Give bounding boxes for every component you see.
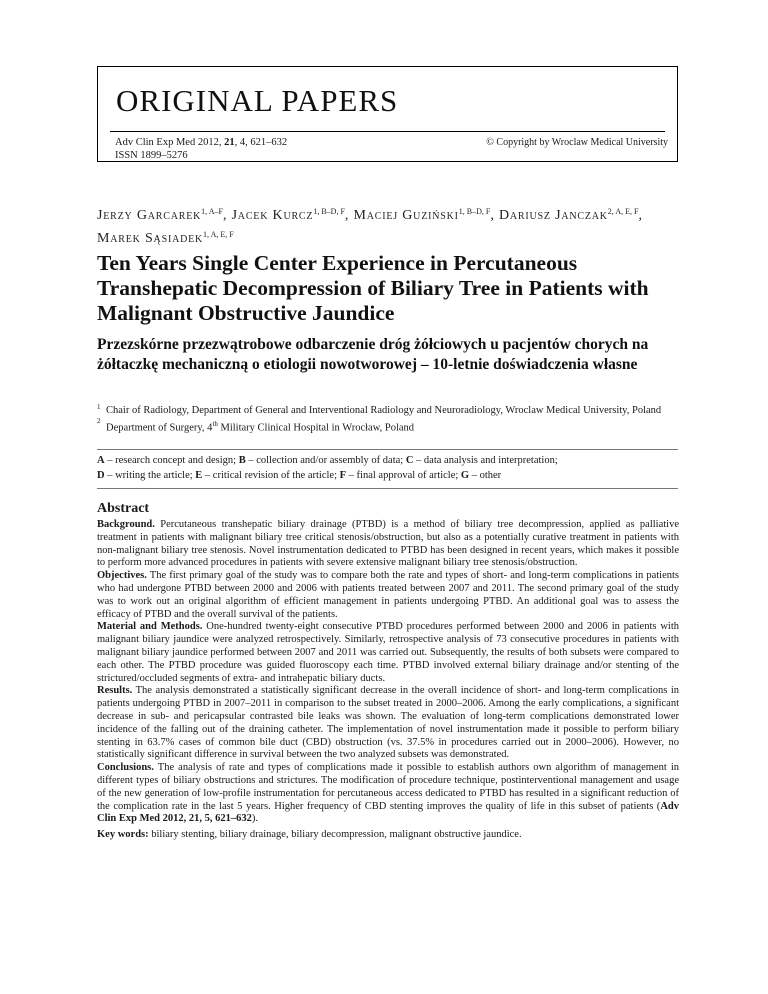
affiliation-item: 1 Chair of Radiology, Department of General and Interventional Radiology and Neuroradiology, Wroclaw Medical University, Poland xyxy=(97,403,662,416)
contribution-codes: A – research concept and design; B – collection and/or assembly of data; C – data analysis and interpretation; D – writing the article; E – critical revision of the article; F – final approval of article; G – other xyxy=(97,455,558,481)
author-affiliation-codes: 1, A, E, F xyxy=(203,230,234,239)
affiliation-number: 2 xyxy=(97,416,101,425)
author-name: Jerzy Garcarek xyxy=(97,208,202,223)
header-divider xyxy=(110,131,665,132)
abstract-section-methods: Material and Methods. One-hundred twenty-eight consecutive PTBD procedures performed between 2000 and 2006 in patients with malignant biliary jaundice were analyzed retrospectively. Similarly, retrospective analysis of 73 consecutive procedures in patients with malignant biliary jaundice performed between 2007 and 2011 was carried out. Subsequently, the results of both subsets were compared to each other. The PTBD procedure was guided fluoroscopy each time. PTBD involved external biliary drainage and/or stenting of the strictured/occluded segments of extra- and intrahepatic biliary ducts. xyxy=(97,621,679,684)
article-title: Ten Years Single Center Experience in Percutaneous Transhepatic Decompression of Biliary Tree in Patients with Malignant Obstructive Jaundice xyxy=(97,251,649,325)
abstract-section-conclusions: Conclusions. The analysis of rate and types of complications made it possible to establish authors own algorithm of management in different types of biliary obstructions and strictures. The modification of procedure technique, postinterventional management and usage of the new generation of low-profile instrumentation for percutaneous access dedicated to PTBD has resulted in a significant reduction of the complication rate in the last 5 years. Higher frequency of CBD stenting improves the quality of life in this subset of patients (Adv Clin Exp Med 2012, 21, 5, 621–632). xyxy=(97,762,679,825)
journal-citation: Adv Clin Exp Med 2012, 21, 4, 621–632 xyxy=(115,137,288,148)
affiliation-number: 1 xyxy=(97,403,101,411)
affiliation-item: 2 Department of Surgery, 4th Military Clinical Hospital in Wrocław, Poland xyxy=(97,416,415,433)
author-list: Jerzy Garcarek$^{1, A-F}$, Jacek Kurcz$^{1, B-D, F}$, Maciej Guziński$^{1, B-D, F}$, Dariusz Janczak$^{2, A, E, F}$, Marek Sąsiadek$^{1, A, E, F}$ xyxy=(97,207,643,246)
author-name: Dariusz Janczak xyxy=(498,208,608,223)
abstract-body xyxy=(97,519,679,826)
author-name: Maciej Guziński xyxy=(353,208,459,223)
author-name: Jacek Kurcz xyxy=(231,208,314,223)
article-title-polish: Przezskórne przezwątrobowe odbarczenie dróg żółciowych u pacjentów chorych na żółtaczkę mechaniczną o etiologii nowotworowej – 10-letnie doświadczenia własne xyxy=(97,336,649,373)
abstract-section-background: Background. Percutaneous transhepatic biliary drainage (PTBD) is a method of biliary tree decompression, applied as palliative treatment in patients with malignant biliary tree critical stenosis/obstruction, but also as a potentially curative treatment in patients with non-malignant biliary tree stenosis. Novel instrumentation dedicated to PTBD has been designed in recent years, which makes it possible to perform more advanced procedures in patients with severe extensive malignant biliary tree stenosis/obstruction. xyxy=(97,519,679,569)
divider xyxy=(97,488,678,489)
author-affiliation-codes: 2, A, E, F xyxy=(607,207,639,216)
journal-issn: ISSN 1899–5276 xyxy=(115,150,188,161)
divider xyxy=(97,449,678,450)
keywords xyxy=(97,828,679,841)
copyright-notice: © Copyright by Wroclaw Medical University xyxy=(486,137,668,148)
abstract-section-objectives: Objectives. The first primary goal of the study was to compare both the rate and types of short- and long-term complications in patients who had undergone PTBD between 2000 and 2006 with patients treated between 2007 and 2011. The second primary goal of the study was to work out an original algorithm of efficient management in patients undergoing PTBD. An additional goal was to assess the efficacy of PTBD and the overall survival of the patients. xyxy=(97,570,679,620)
author-affiliation-codes: 1, B–D, F xyxy=(458,207,491,216)
abstract-section-results: Results. The analysis demonstrated a statistically significant decrease in the overall incidence of short- and long-term complications in patients undergoing PTBD in 2007–2011 in comparison to the subset treated in 2000–2006. Among the early complications, a significant decrease in sub- and pericapsular contrasted bile leaks was shown. The evaluation of long-term complications demonstrated lower incidence of the falling out of the draining catheter. The implementation of novel instrumentation made it possible to perform biliary stenting in 63.7% cases of common bile duct (CBD) obstruction (vs. 37.5% in procedures carried out in 2000–2006). However, no statistically significant difference in survival between the two analyzed subsets was demonstrated. xyxy=(97,685,679,761)
author-affiliation-codes: 1, A–F xyxy=(201,207,223,216)
author-affiliation-codes: 1, B–D, F xyxy=(313,207,345,216)
section-title: ORIGINAL PAPERS xyxy=(116,83,399,118)
keywords-label: Key words: xyxy=(97,829,149,840)
journal-header-box xyxy=(97,66,678,162)
author-name: Marek Sąsiadek xyxy=(97,231,204,246)
affiliations xyxy=(97,404,687,435)
abstract-heading: Abstract xyxy=(97,501,150,516)
keywords-text: biliary stenting, biliary drainage, biliary decompression, malignant obstructive jaundice. xyxy=(148,829,522,840)
